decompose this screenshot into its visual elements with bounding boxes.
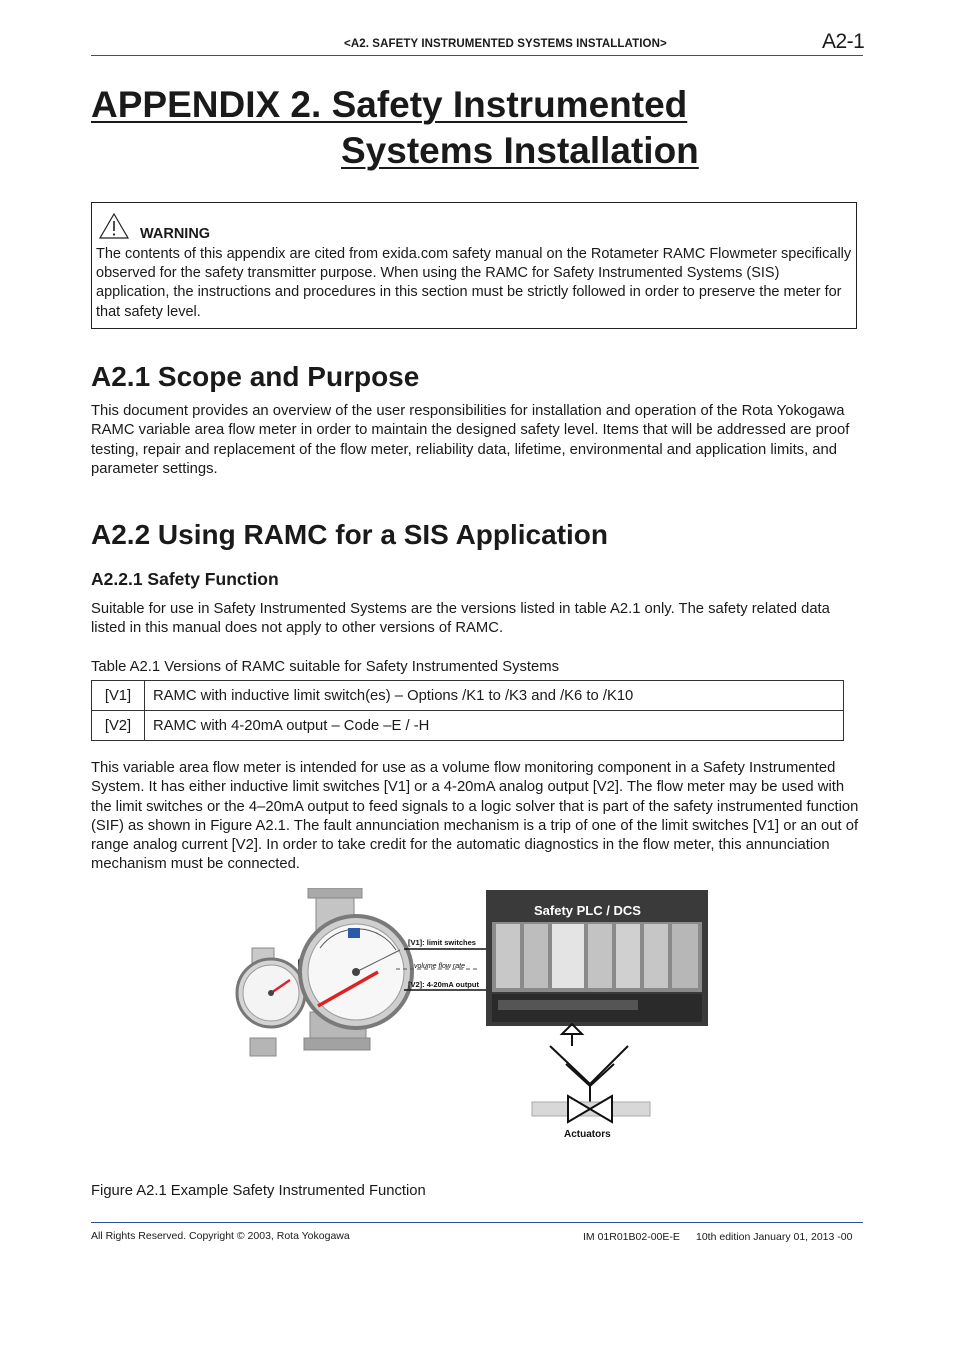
footer-rule [91,1222,863,1223]
warning-box [91,202,857,329]
v2-label: [V2]: 4-20mA output [408,980,479,989]
scope-paragraph: This document provides an overview of the user responsibilities for installation and operation of the Rota Yokogawa RAMC variable area flow meter in order to maintain the designed safety level. Items that will be addressed are proof testing, repair and replacement of the flow meter, reliability data, lifetime, environmental and application limits, and parameter settings. [91,403,850,477]
page-title-line-2: Systems Installation [341,130,699,171]
subsection-heading-safety-function: A2.2.1 Safety Function [91,569,279,589]
warning-text: The contents of this appendix are cited from exida.com safety manual on the Rotameter RAMC Flowmeter specifically observed for the safety transmitter purpose. When using the RAMC for Safety Instrumented Systems (SIS) application, the instructions and procedures in this section must be strictly followed in order to preserve the meter for that safety level. [96,246,852,320]
table-caption: Table A2.1 Versions of RAMC suitable for Safety Instrumented Systems [91,659,559,675]
sif-paragraph: This variable area flow meter is intended for use as a volume flow monitoring component in a Safety Instrumented System. It has either inductive limit switches [V1] or a 4-20mA analog output [V2]. The flow meter may be used with the limit switches or the 4–20mA output to feed signals to a logic solver that is part of the safety instrumented function (SIF) as shown in Figure A2.1. The fault annunciation mechanism is a trip of one of the limit switches [V1] or an out of range analog current [V2]. In order to take credit for the automatic diagnostics in the flow meter, this annunciation mechanism must be connected. [91,760,859,873]
v1-label: [V1]: limit switches [408,938,476,947]
table-row [92,711,844,741]
actuators-label: Actuators [564,1129,611,1140]
warning-triangle-icon [98,212,130,240]
table-cell-code: [V1] [92,681,145,711]
plc-label: Safety PLC / DCS [534,903,641,918]
table-cell-description: RAMC with inductive limit switch(es) – Options /K1 to /K3 and /K6 to /K10 [145,681,844,711]
footer-copyright: All Rights Reserved. Copyright © 2003, Rota Yokogawa [91,1230,350,1242]
table-row [92,681,844,711]
header-rule [91,55,863,56]
flow-label: volume flow rate [414,963,465,970]
section-heading-sis: A2.2 Using RAMC for a SIS Application [91,519,609,550]
sif-figure [228,888,718,1160]
footer-doc-id: IM 01R01B02-00E-E [583,1231,680,1243]
figure-caption: Figure A2.1 Example Safety Instrumented Function [91,1183,426,1199]
page-title-line-1: APPENDIX 2. Safety Instrumented [91,84,688,125]
table-cell-code: [V2] [92,711,145,741]
page-number: A2-1 [822,30,865,53]
table-cell-description: RAMC with 4-20mA output – Code –E / -H [145,711,844,741]
safety-function-paragraph: Suitable for use in Safety Instrumented Systems are the versions listed in table A2.1 only. The safety related data listed in this manual does not apply to other versions of RAMC. [91,601,830,637]
footer-edition: 10th edition January 01, 2013 -00 [696,1231,853,1243]
running-header: <A2. SAFETY INSTRUMENTED SYSTEMS INSTALLATION> [344,38,667,50]
versions-table [91,680,844,741]
safety-plc-image [486,890,708,1026]
warning-label: WARNING [140,226,211,242]
section-heading-scope: A2.1 Scope and Purpose [91,361,420,392]
